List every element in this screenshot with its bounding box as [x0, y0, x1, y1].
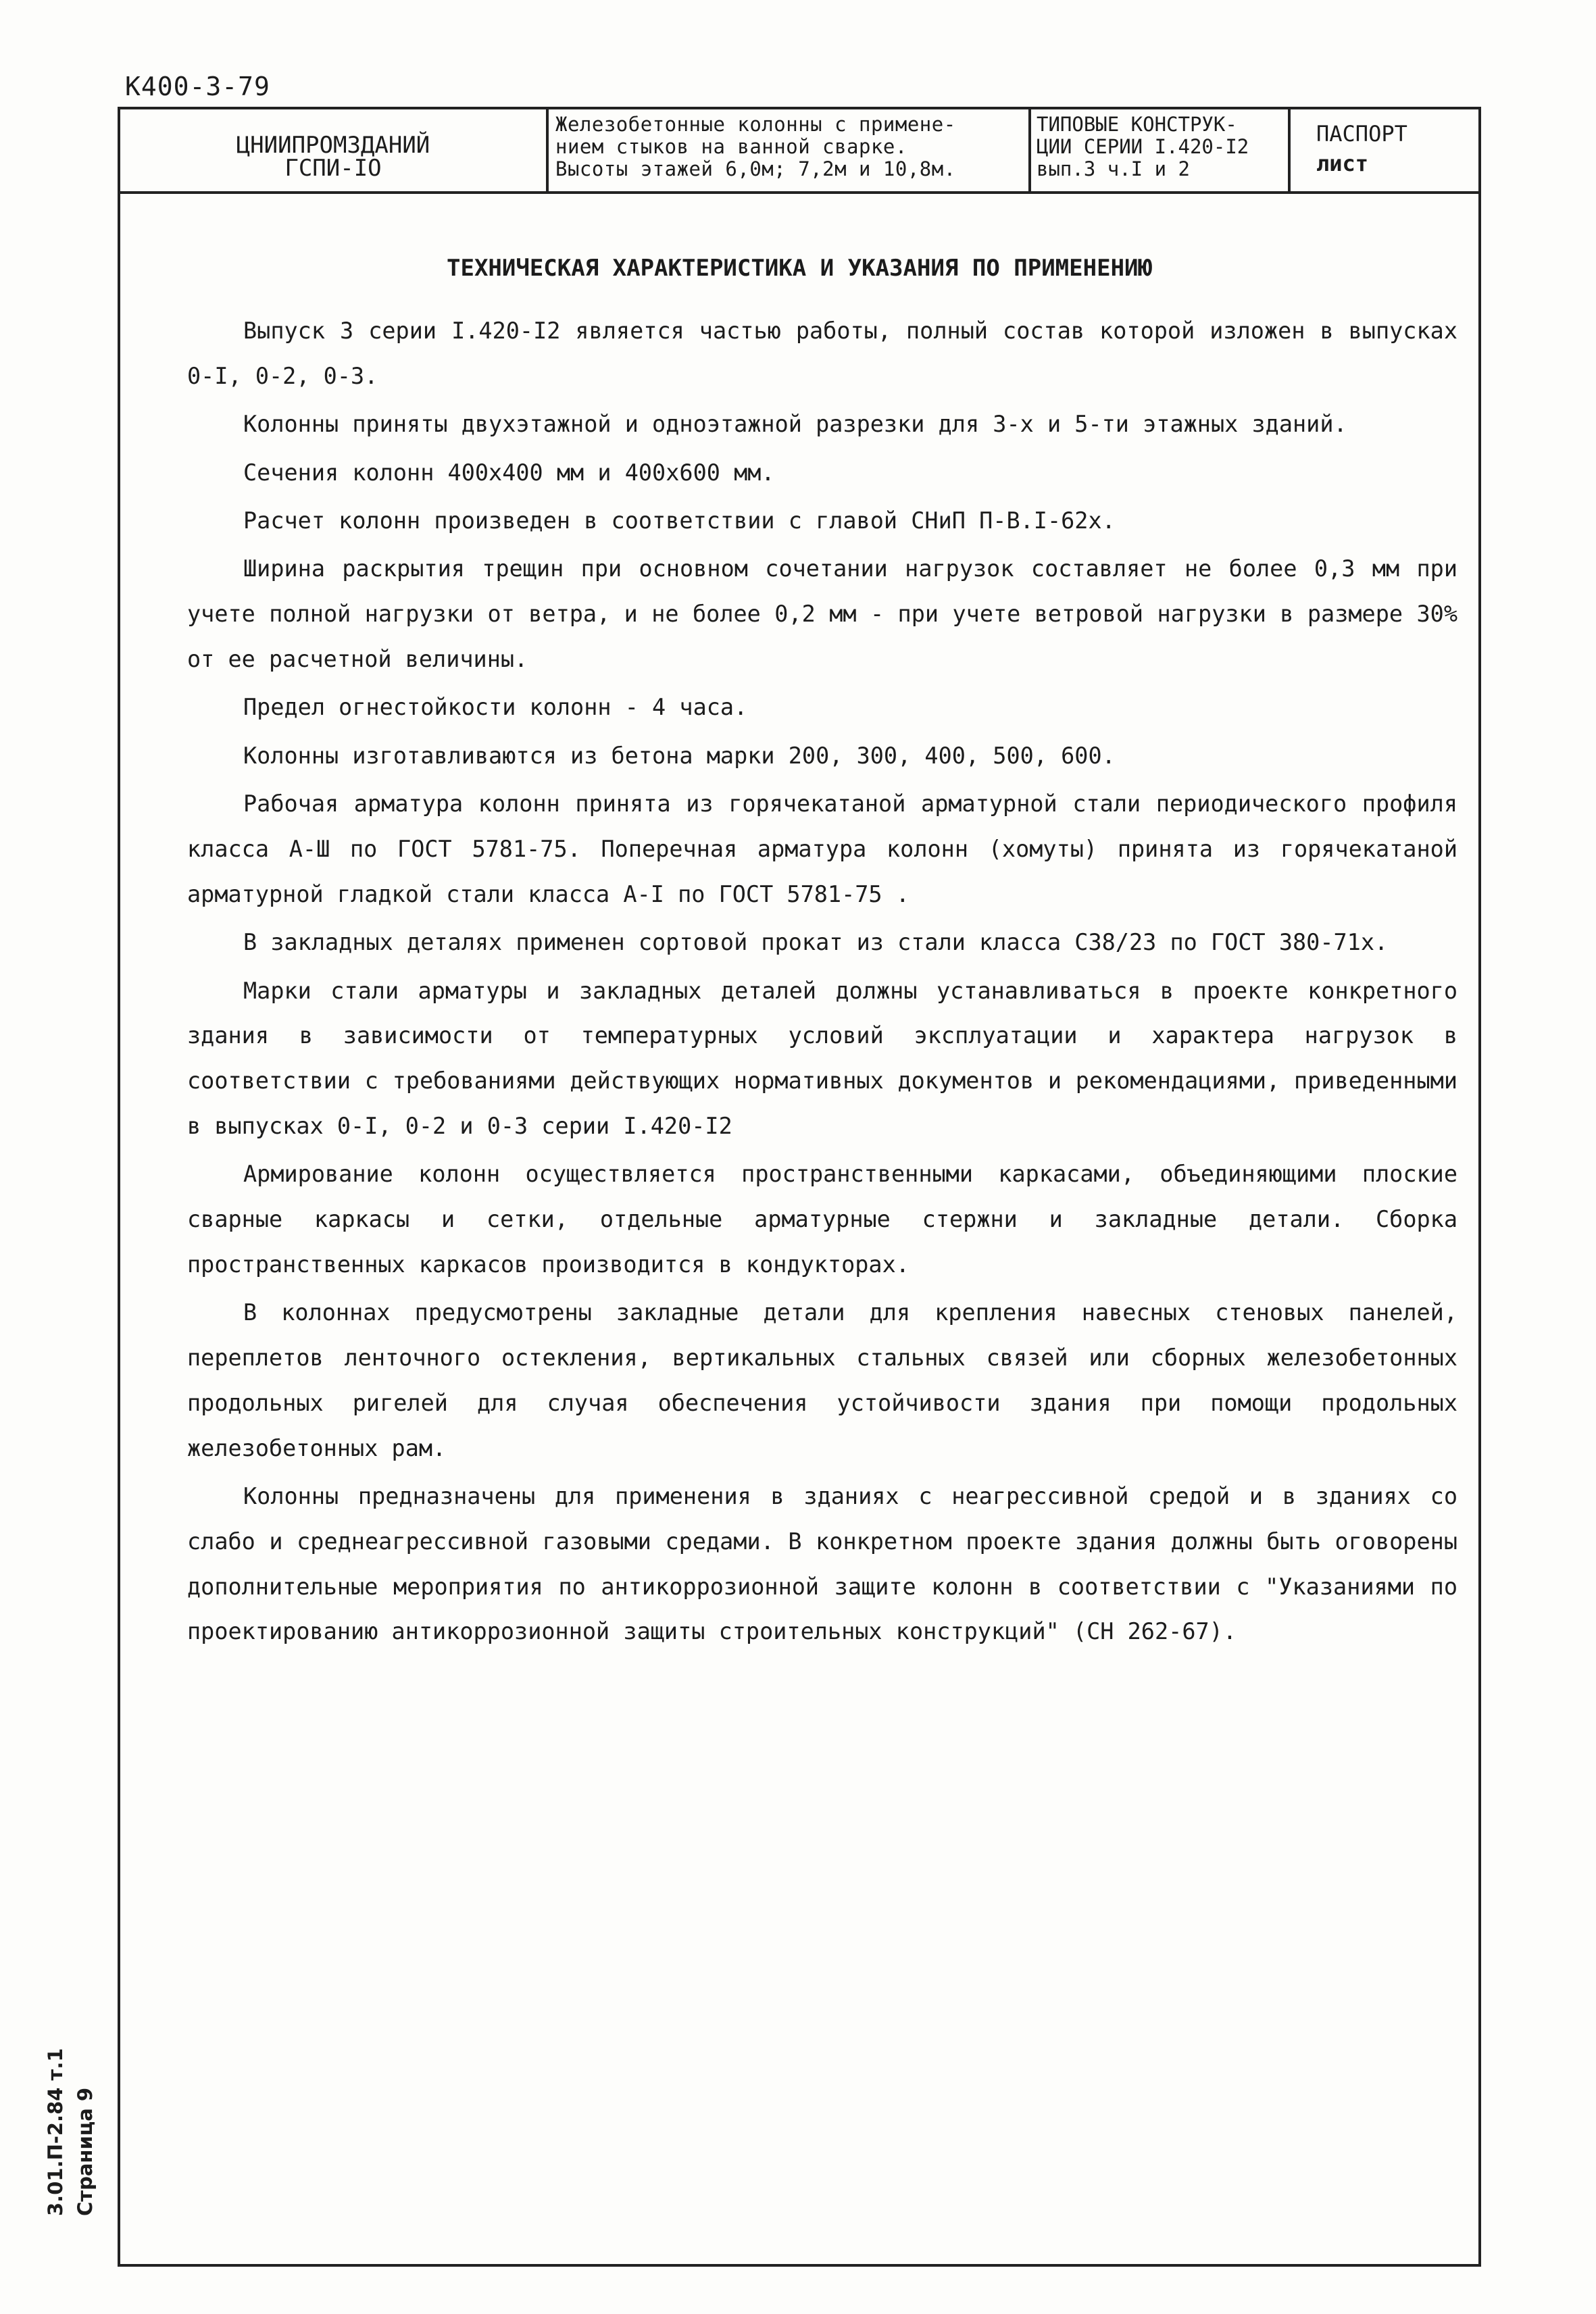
side-note-page: Страница 9: [74, 2087, 97, 2216]
paragraph: Рабочая арматура колонн принята из горячекатаной арматурной стали периодического профиля класса А-Ш по ГОСТ 5781-75. Поперечная арматура колонн (хомуты) принята из горячекатаной арматурной гладкой стали класса А-I по ГОСТ 5781-75 .: [187, 790, 1457, 907]
series-line: ТИПОВЫЕ КОНСТРУК-: [1037, 113, 1237, 136]
paragraph: Колонны изготавливаются из бетона марки 200, 300, 400, 500, 600.: [243, 742, 1116, 769]
organization-name: ЦНИИПРОМЗДАНИЙ: [236, 132, 430, 159]
series-cell: [1031, 109, 1291, 191]
description-cell: [549, 109, 1031, 191]
paragraph: В колоннах предусмотрены закладные детали для крепления навесных стеновых панелей, переплетов ленточного остекления, вертикальных стальных связей или сборных железобетонных продольных ригелей для случая обеспечения устойчивости здания при помощи продольных железобетонных рам.: [187, 1299, 1457, 1461]
section-heading: ТЕХНИЧЕСКАЯ ХАРАКТЕРИСТИКА И УКАЗАНИЯ ПО ПРИМЕНЕНИЮ: [447, 255, 1152, 282]
description-line: Высоты этажей 6,0м; 7,2м и 10,8м.: [555, 157, 956, 180]
doc-type-cell: [1291, 109, 1478, 191]
organization-cell: [120, 109, 549, 191]
paragraph: Ширина раскрытия трещин при основном сочетании нагрузок составляет не более 0,3 мм при учете полной нагрузки от ветра, и не более 0,2 мм - при учете ветровой нагрузки в размере 30% от ее расчетной величины.: [187, 555, 1457, 672]
paragraph: Предел огнестойкости колонн - 4 часа.: [243, 694, 748, 721]
paragraph: В закладных деталях применен сортовой прокат из стали класса С38/23 по ГОСТ 380-71х.: [243, 929, 1389, 956]
paragraph: Колонны приняты двухэтажной и одноэтажной разрезки для 3-х и 5-ти этажных зданий.: [243, 411, 1347, 438]
paragraph: Армирование колонн осуществляется пространственными каркасами, объединяющими плоские сварные каркасы и сетки, отдельные арматурные стержни и закладные детали. Сборка пространственных каркасов производится в кондукторах.: [187, 1161, 1457, 1278]
paragraph: Расчет колонн произведен в соответствии с главой СНиП П-В.I-62х.: [243, 507, 1116, 534]
series-line: вып.3 ч.I и 2: [1037, 157, 1190, 180]
page-frame: [118, 107, 1481, 2267]
paragraph: Колонны предназначены для применения в зданиях с неагрессивной средой и в зданиях со слабо и среднеагрессивной газовыми средами. В конкретном проекте здания должны быть оговорены дополнительные мероприятия по антикоррозионной защите колонн в соответствии с "Указаниями по проектированию антикоррозионной защиты строительных конструкций" (СН 262-67).: [187, 1483, 1457, 1645]
side-note: [41, 2048, 100, 2216]
side-note-code: 3.01.П-2.84 т.1: [44, 2048, 67, 2216]
series-line: ЦИИ СЕРИИ I.420-I2: [1037, 135, 1249, 158]
body-text: [187, 309, 1457, 1655]
paragraph: Выпуск 3 серии I.420-I2 является частью работы, полный состав которой изложен в выпусках 0-I, 0-2, 0-3.: [187, 318, 1457, 389]
paragraph: Марки стали арматуры и закладных деталей должны устанавливаться в проекте конкретного здания в зависимости от температурных условий эксплуатации и характера нагрузок в соответствии с требованиями действующих нормативных документов и рекомендациями, приведенными в выпусках 0-I, 0-2 и 0-3 серии I.420-I2: [187, 977, 1457, 1139]
organization-unit: ГСПИ-IO: [284, 155, 382, 182]
paragraph: Сечения колонн 400х400 мм и 400х600 мм.: [243, 459, 775, 486]
description-line: нием стыков на ванной сварке.: [555, 135, 907, 158]
sheet-label: лист: [1316, 151, 1369, 176]
description-line: Железобетонные колонны с примене-: [555, 113, 956, 136]
doc-type: ПАСПОРТ: [1316, 121, 1407, 147]
title-block: [120, 109, 1478, 194]
document-code: К400-3-79: [125, 72, 270, 101]
